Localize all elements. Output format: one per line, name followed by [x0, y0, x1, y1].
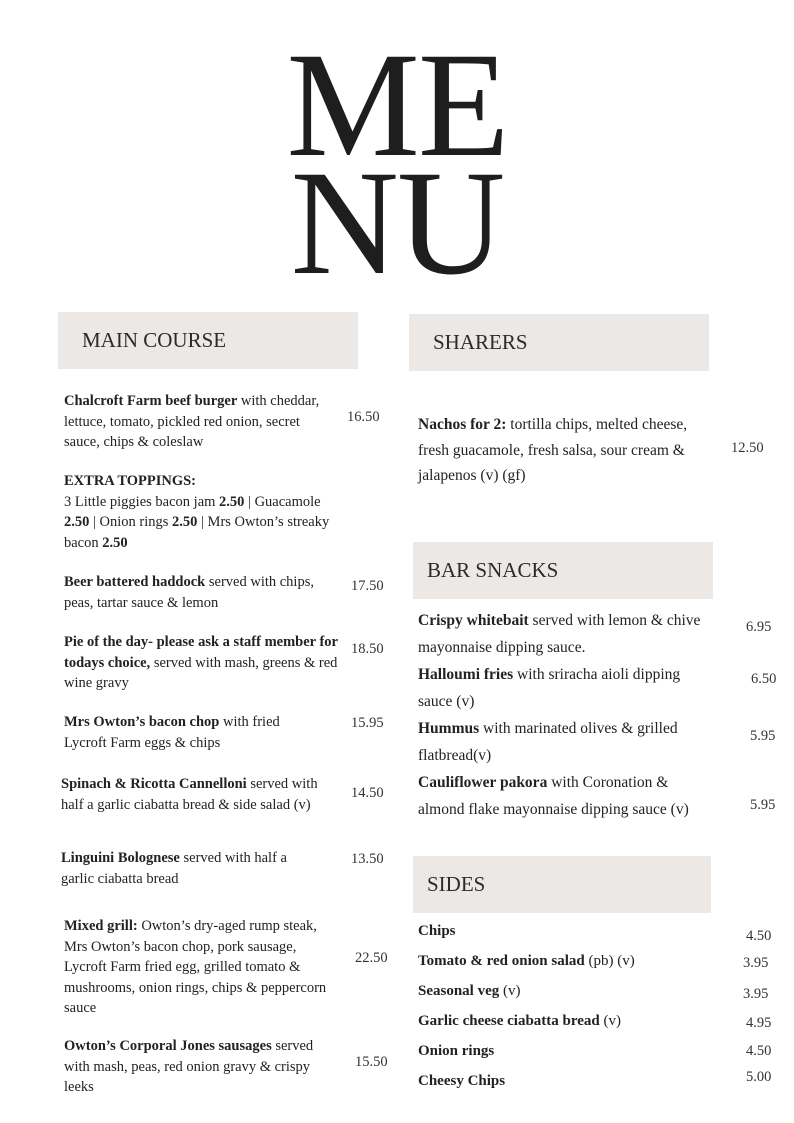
main-item-desc: served with half a garlic ciabatta bread — [61, 850, 287, 887]
menu-title-line-1: ME — [286, 22, 508, 188]
main-item-desc: served with mash, peas, red onion gravy & crispy leeks — [64, 1038, 314, 1095]
side-price: 4.50 — [746, 1043, 772, 1059]
main-item-desc: served with chips, peas, tartar sauce & lemon — [64, 574, 314, 611]
main-item-name: Spinach & Ricotta Cannelloni — [61, 776, 247, 792]
main-item-name: Beer battered haddock — [64, 574, 206, 590]
side-item: Garlic cheese ciabatta bread (v) — [418, 1013, 622, 1029]
main-item-haddock — [64, 572, 339, 613]
main-item-burger — [64, 391, 339, 453]
bar-item-hummus — [418, 715, 718, 769]
main-item-name: Mrs Owton’s bacon chop — [64, 714, 220, 730]
main-item-mixed-grill — [64, 916, 339, 1019]
bar-item-desc: served with lemon & chive mayonnaise dipping sauce. — [418, 612, 701, 656]
main-item-desc: with cheddar, lettuce, tomato, pickled red onion, secret sauce, chips & coleslaw — [64, 393, 320, 450]
bar-item-price: 5.95 — [750, 728, 776, 744]
bar-item-name: Cauliflower pakora — [418, 774, 548, 791]
main-item-name: Linguini Bolognese — [61, 850, 180, 866]
sharers-item-price: 12.50 — [731, 440, 764, 456]
bar-snacks-heading: BAR SNACKS — [413, 542, 713, 599]
main-item-sausages — [64, 1036, 339, 1098]
extra-toppings-title: EXTRA TOPPINGS: — [64, 473, 197, 489]
sharers-item-nachos — [418, 412, 718, 489]
sharers-item-desc: tortilla chips, melted cheese, fresh guacamole, fresh salsa, sour cream & jalapenos (v) (gf) — [418, 416, 688, 484]
side-item: Onion rings — [418, 1043, 495, 1059]
main-item-bacon-chop — [64, 712, 324, 753]
main-item-price: 16.50 — [347, 409, 380, 425]
extra-toppings: EXTRA TOPPINGS: 3 Little piggies bacon jam 2.50 | Guacamole 2.50 | Onion rings 2.50 | Mrs Owton’s streaky bacon 2.50 — [64, 473, 330, 551]
bar-item-price: 6.50 — [751, 671, 777, 687]
side-price: 4.50 — [746, 928, 772, 944]
main-item-price: 15.50 — [355, 1054, 388, 1070]
side-price: 3.95 — [743, 986, 769, 1002]
side-item: Chips — [418, 923, 456, 939]
side-price: 4.95 — [746, 1015, 772, 1031]
bar-item-name: Halloumi fries — [418, 666, 514, 683]
main-item-name: Mixed grill: — [64, 918, 138, 934]
main-item-price: 15.95 — [351, 715, 384, 731]
main-item-desc: served with half a garlic ciabatta bread & side salad (v) — [61, 776, 318, 813]
bar-item-desc: with Coronation & almond flake mayonnaise dipping sauce (v) — [418, 774, 689, 818]
bar-item-name: Crispy whitebait — [418, 612, 529, 629]
main-item-desc: Owton’s dry-aged rump steak, Mrs Owton’s bacon chop, pork sausage, Lycroft Farm fried egg, grilled tomato & mushrooms, onion rings, chips & peppercorn sauce — [64, 918, 327, 1016]
main-item-pie — [64, 632, 339, 694]
main-item-price: 14.50 — [351, 785, 384, 801]
sides-heading: SIDES — [413, 856, 711, 913]
side-price: 3.95 — [743, 955, 769, 971]
main-item-desc: served with mash, greens & red wine gravy — [64, 654, 338, 691]
bar-item-whitebait — [418, 607, 718, 661]
bar-item-price: 5.95 — [750, 797, 776, 813]
main-item-price: 13.50 — [351, 851, 384, 867]
main-item-desc: with fried Lycroft Farm eggs & chips — [64, 714, 280, 751]
side-item: Tomato & red onion salad (pb) (v) — [418, 953, 635, 969]
side-item: Cheesy Chips — [418, 1073, 506, 1089]
side-price: 5.00 — [746, 1069, 772, 1085]
sharers-heading: SHARERS — [409, 314, 709, 371]
sharers-item-name: Nachos for 2: — [418, 416, 507, 433]
bar-item-pakora — [418, 769, 718, 823]
main-item-name: Chalcroft Farm beef burger — [64, 393, 238, 409]
main-item-cannelloni — [61, 774, 341, 815]
bar-item-desc: with marinated olives & grilled flatbread(v) — [418, 720, 678, 764]
main-item-price: 22.50 — [355, 950, 388, 966]
bar-item-desc: with sriracha aioli dipping sauce (v) — [418, 666, 681, 710]
bar-item-price: 6.95 — [746, 619, 772, 635]
main-item-bolognese — [61, 848, 321, 889]
main-item-name: Owton’s Corporal Jones sausages — [64, 1038, 272, 1054]
side-item: Seasonal veg (v) — [418, 983, 521, 999]
main-item-price: 18.50 — [351, 641, 384, 657]
bar-item-halloumi — [418, 661, 718, 715]
menu-title-line-2: NU — [290, 140, 504, 306]
main-item-price: 17.50 — [351, 578, 384, 594]
bar-item-name: Hummus — [418, 720, 480, 737]
main-item-name: Pie of the day- please ask a staff member for todays choice, — [64, 634, 338, 671]
main-course-heading: MAIN COURSE — [58, 312, 358, 369]
